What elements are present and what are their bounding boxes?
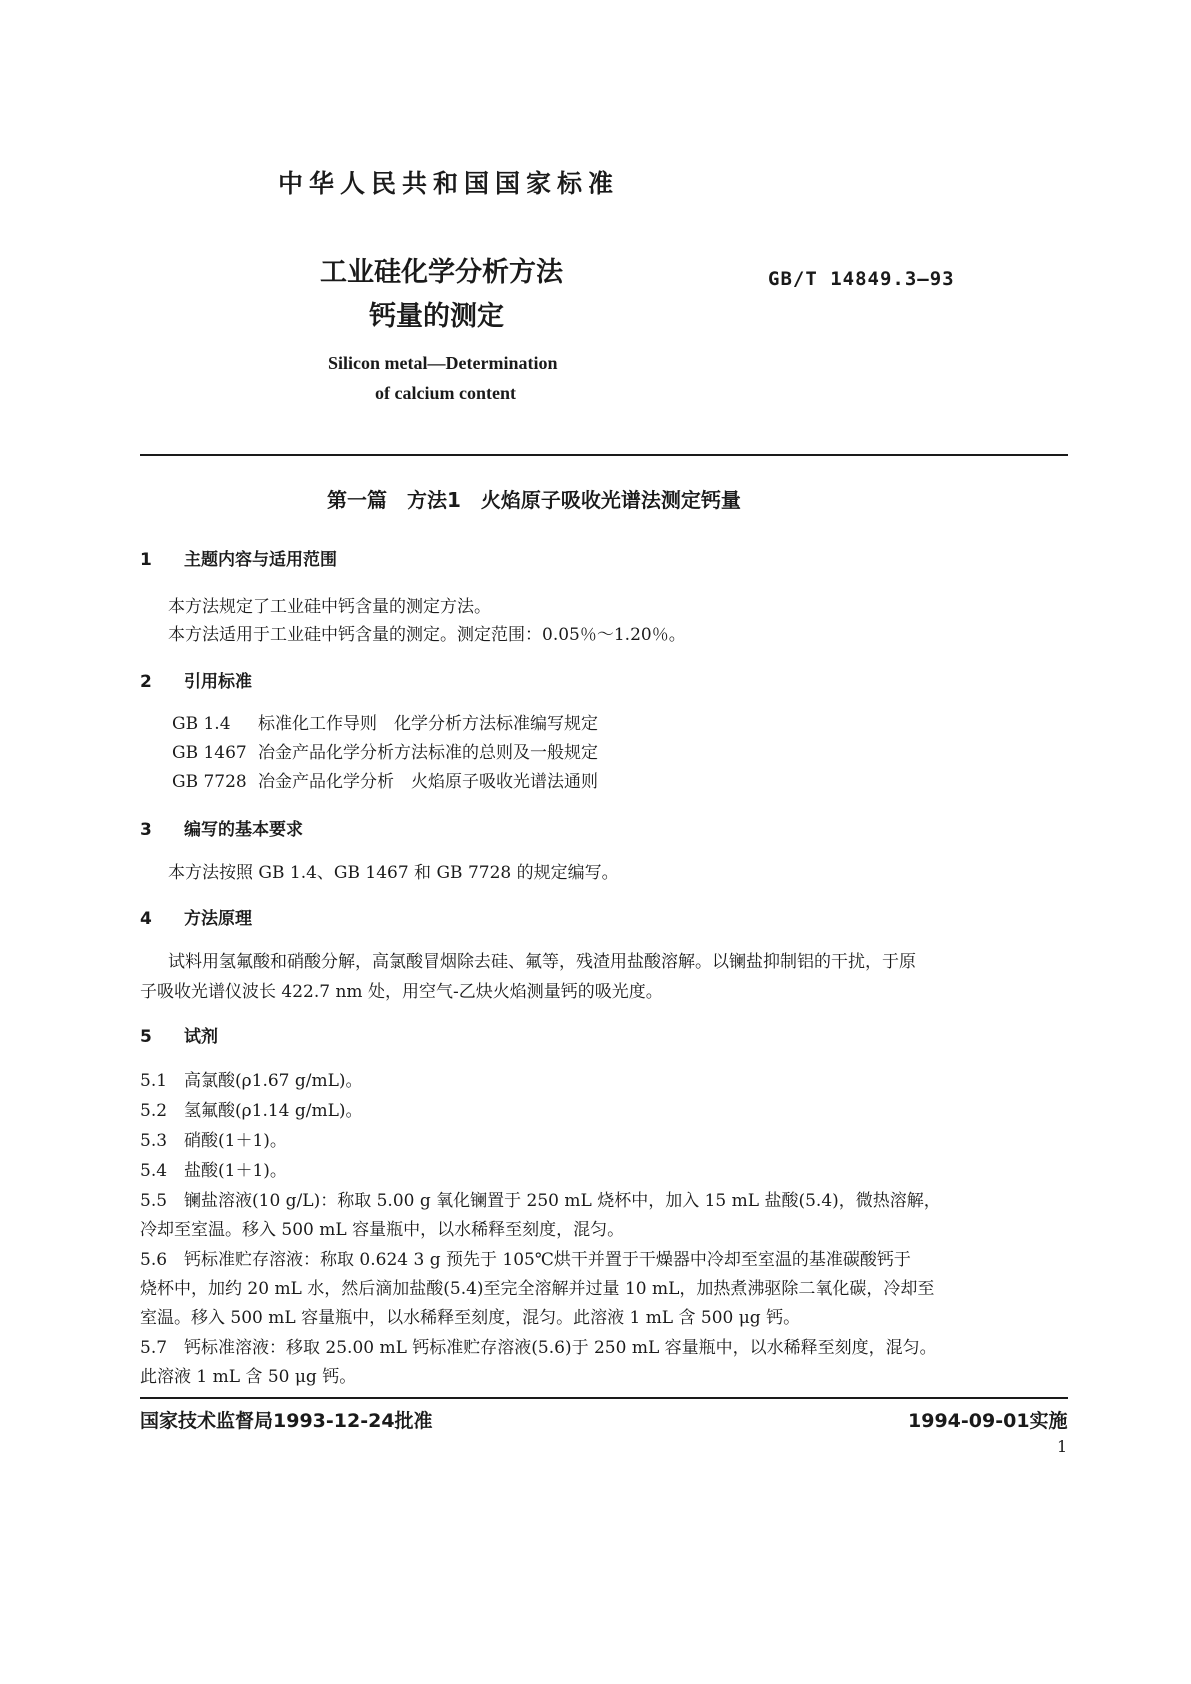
- reagent-number: 5.5: [140, 1191, 168, 1211]
- reagent-item: [140, 1126, 287, 1151]
- reagent-text-line2: 此溶液 1 mL 含 50 μg 钙。: [140, 1367, 357, 1387]
- effective-date: 1994-09-01实施: [908, 1410, 1068, 1432]
- header-divider: [140, 454, 1068, 456]
- section-5-heading: [140, 1022, 218, 1047]
- reference-code: GB 1.4: [172, 714, 231, 734]
- document-title-line1: 工业硅化学分析方法: [320, 257, 563, 288]
- section-4-heading: [140, 904, 252, 929]
- reagent-number: 5.7: [140, 1338, 168, 1358]
- reagent-item: [140, 1333, 937, 1358]
- reagent-number: 5.3: [140, 1131, 168, 1151]
- reagent-number: 5.6: [140, 1250, 168, 1270]
- reference-item: [172, 738, 598, 763]
- reagent-number: 5.4: [140, 1161, 168, 1181]
- section-1-para2: 本方法适用于工业硅中钙含量的测定。测定范围：0.05％～1.20％。: [168, 625, 686, 645]
- reagent-item: [140, 1156, 287, 1181]
- reagent-text: 盐酸(1＋1)。: [184, 1161, 287, 1181]
- footer-divider: [140, 1397, 1068, 1399]
- reagent-item: [140, 1245, 911, 1270]
- section-3-heading: [140, 815, 303, 840]
- section-4-para-line2: 子吸收光谱仪波长 422.7 nm 处，用空气-乙炔火焰测量钙的吸光度。: [140, 982, 663, 1002]
- reference-code: GB 1467: [172, 743, 247, 763]
- section-title: 试剂: [184, 1027, 218, 1047]
- section-4-para-line1: 试料用氢氟酸和硝酸分解，高氯酸冒烟除去硅、氟等，残渣用盐酸溶解。以镧盐抑制铝的干扰，于原: [168, 952, 916, 972]
- reagent-text-line1: 镧盐溶液(10 g/L)：称取 5.00 g 氧化镧置于 250 mL 烧杯中，加入 15 mL 盐酸(5.4)，微热溶解，: [184, 1191, 941, 1211]
- reference-item: [172, 767, 598, 792]
- section-1-para1: 本方法规定了工业硅中钙含量的测定方法。: [168, 597, 491, 617]
- section-title: 引用标准: [184, 672, 252, 692]
- reagent-number: 5.2: [140, 1101, 168, 1121]
- reagent-number: 5.1: [140, 1071, 168, 1091]
- reference-name: 冶金产品化学分析 火焰原子吸收光谱法通则: [258, 772, 598, 792]
- national-standard-heading: 中华人民共和国国家标准: [278, 169, 620, 198]
- reagent-text-line2: 冷却至室温。移入 500 mL 容量瓶中，以水稀释至刻度，混匀。: [140, 1220, 625, 1240]
- english-title-line2: of calcium content: [375, 383, 516, 403]
- section-number: 4: [140, 909, 152, 929]
- page-number: 1: [1057, 1437, 1068, 1456]
- part-title: 第一篇 方法1 火焰原子吸收光谱法测定钙量: [327, 488, 741, 512]
- reagent-text-line2: 烧杯中，加约 20 mL 水，然后滴加盐酸(5.4)至完全溶解并过量 10 mL，加热煮沸驱除二氧化碳，冷却至: [140, 1279, 935, 1299]
- reference-name: 冶金产品化学分析方法标准的总则及一般规定: [258, 743, 598, 763]
- standard-code: GB/T 14849.3—93: [768, 268, 955, 290]
- reagent-item: [140, 1096, 363, 1121]
- reference-name: 标准化工作导则 化学分析方法标准编写规定: [258, 714, 598, 734]
- section-2-heading: [140, 667, 252, 692]
- reagent-text-line1: 钙标准溶液：移取 25.00 mL 钙标准贮存溶液(5.6)于 250 mL 容量瓶中，以水稀释至刻度，混匀。: [184, 1338, 937, 1358]
- reagent-item: [140, 1066, 363, 1091]
- section-title: 方法原理: [184, 909, 252, 929]
- reagent-text-line3: 室温。移入 500 mL 容量瓶中，以水稀释至刻度，混匀。此溶液 1 mL 含 500 μg 钙。: [140, 1308, 801, 1328]
- section-number: 2: [140, 672, 152, 692]
- approval-info: 国家技术监督局1993-12-24批准: [140, 1410, 433, 1432]
- reference-item: [172, 709, 598, 734]
- reference-code: GB 7728: [172, 772, 247, 792]
- reagent-text: 氢氟酸(ρ1.14 g/mL)。: [184, 1101, 363, 1121]
- section-title: 主题内容与适用范围: [184, 550, 337, 570]
- section-1-heading: [140, 545, 337, 570]
- section-title: 编写的基本要求: [184, 820, 303, 840]
- section-number: 5: [140, 1027, 152, 1047]
- reagent-text: 硝酸(1＋1)。: [184, 1131, 287, 1151]
- english-title-line1: Silicon metal—Determination: [328, 353, 558, 373]
- section-number: 1: [140, 550, 152, 570]
- reagent-text: 高氯酸(ρ1.67 g/mL)。: [184, 1071, 363, 1091]
- document-title-line2: 钙量的测定: [369, 301, 504, 332]
- reagent-text-line1: 钙标准贮存溶液：称取 0.624 3 g 预先于 105℃烘干并置于干燥器中冷却至室温的基准碳酸钙于: [184, 1250, 911, 1270]
- section-number: 3: [140, 820, 152, 840]
- section-3-para1: 本方法按照 GB 1.4、GB 1467 和 GB 7728 的规定编写。: [168, 863, 619, 883]
- reagent-item: [140, 1186, 941, 1211]
